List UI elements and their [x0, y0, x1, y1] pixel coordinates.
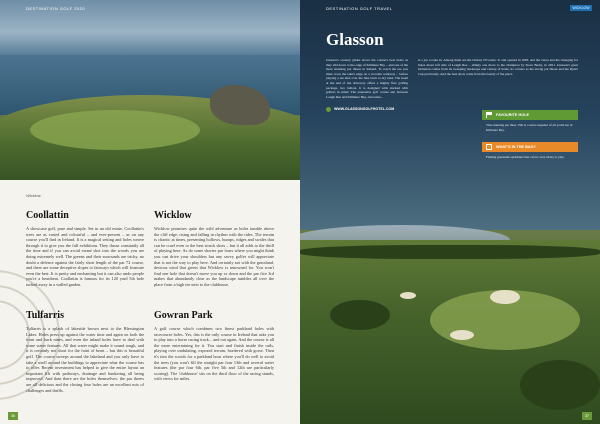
favourite-hole-header	[482, 110, 578, 120]
whats-in-bag-label: WHAT'S IN THE BAG?	[496, 145, 536, 149]
favourite-hole-box	[482, 110, 578, 135]
favourite-hole-text: This stunning par three 15th is a stern snapshot of all you'll see in Killinure Bay.	[486, 123, 573, 132]
right-page	[300, 0, 600, 424]
bunker	[400, 292, 416, 299]
whats-in-bag-text: Finding greenside sprinklers that can be very tricky to play.	[486, 155, 565, 159]
section-title: Wicklow	[154, 210, 192, 221]
tree-cluster	[520, 360, 600, 410]
website-link[interactable]: WWW.GLASSONGOLFHOTEL.COM	[334, 107, 395, 111]
section-title: Coollattin	[26, 210, 69, 221]
section-body: Wicklow promises quite the wild adventure as holes tumble above the cliff edge, rising and falling in rhythm with the tides. The terrain is chaotic at times, presenting hollows, humps, ridges and swales that can be cruel even to the best struck shots – but it all adds to the thrill of playing here. As do some shorter par fours where you might think you can drive your shoulders but any savvy golfer will appreciate that is not the way to play here. And certainly not with the grassland, devious wind that greets that Wicklow is renowned for. You won't find one hole that doesn't move you up or down and the par five 3rd makes that abundantly clear as the landscape tumbles all over the place from a high tee next to the clubhouse.	[154, 226, 274, 287]
whats-in-bag-header	[482, 142, 578, 152]
fairway	[30, 110, 200, 150]
intro-column-right: is a joy to take in. Among them are the Christy O'Connor Jr. and opened in 1993, and the views and the changing for holes move left side of Lough Ree – simply one more to the champion by Steve Beaty, in 2021. Glasson's great inclusion comes from its sweeping landscape and variety of holes, its colours as the strong par threes and the Ryder Cup previously. And the best shots come from the beauty of the place.	[418, 58, 578, 76]
whats-in-bag-box	[482, 142, 578, 163]
globe-icon	[326, 107, 331, 112]
page-title: Glasson	[326, 30, 384, 49]
coastal-golf-photo	[0, 0, 300, 180]
left-running-header: DESTINATION GOLF 2020	[26, 6, 86, 11]
section-title: Tulfarris	[26, 310, 64, 321]
tree-line	[300, 245, 600, 259]
section-coollattin	[26, 210, 144, 288]
section-gowran-park	[154, 310, 274, 382]
section-tulfarris	[26, 310, 144, 393]
section-body: A golf course which combines two finest parkland holes with racecourse holes. Yes, this is the only course in Ireland that asks you to play into a horse racing track... and out again. And the course is all the more entertaining for it. You start and finish inside the rails, playing over undulating, exposed terrain, bordered with gorse. Then it's into the woods for a parkland hour where you'll do well to avoid the trees (you won't fill the straight par four 13th and several water features (the par four 6th, par five 5th and 12th are particularly scoring). The 'clubhouse' sits on the third floor of the racing stands, with views for miles.	[154, 326, 274, 382]
flag-icon	[486, 112, 492, 118]
photo-caption: Wicklow	[26, 193, 41, 198]
page-number: 36	[8, 412, 18, 420]
right-running-header: DESTINATION GOLF TRAVEL	[326, 6, 393, 11]
section-title: Gowran Park	[154, 310, 213, 321]
favourite-hole-label: FAVOURITE HOLE	[496, 113, 530, 117]
bunker	[450, 330, 474, 340]
golf-bag-icon	[486, 144, 492, 150]
intro-column-left: Glasson's scenery glides above the course's best holes as they slid down to the edge of Killinure Bay – and one of the most stunning par threes in Ireland. To reach the tee you must cross the lake's edge on a wooden walkway – before playing a tee shot over the lake back to dry land. The hotel at the end of the driveway offers a mighty fine golfing package, two ballots. It is designed with stacked with golfers in mind. The expansive golf course site between Lough Ree and Killinure Bay, and some...	[326, 58, 408, 99]
tree-cluster	[330, 300, 390, 330]
section-body: A showcase golf, pure and simple. Set in an old estate, Coollattin's trees are as varied and colourful – and ever-present – as on any course you'll find in Ireland. It is a magical setting and holes weave through it to give you the full exhibition. They thrust constantly all the time and if you can avoid errant shot into the woods you are doing extremely well. The greens and their surrounds are tricky, no doubt a defence against the fairly short length of the par 72 course, and there are some deceptive slopes to fairways which will frustrate even the best. It is pretty and enchanting but it can also undo people you're a heartbeat. Coollattin is famous for its 120 yard 5th hole tucked away in a walled garden.	[26, 226, 144, 287]
region-badge: WICKLOW	[570, 5, 592, 11]
bunker	[490, 290, 520, 304]
section-wicklow	[154, 210, 274, 288]
page-number: 37	[582, 412, 592, 420]
section-body: Tulfarris is a splash of lakeside brown next to the Blessington Lakes. Holes press up against the water time and again on both the front and back nines, and even the inland holes have to deal with some water features. All that water might make it sound tough, and it is certainly not short for the faint of heart – but this is beautiful golf. The course sweeps around the lakeland and you only have to take a stroll around the buildings to appreciate what the course has to offer. Recent investment has helped to give the entire layout an important lift with pathways, drainage and bunkering all being improved. And then there are the holes themselves: the par threes are all delicious and the closing four holes are an excellent mix of challenges and thrills.	[26, 326, 144, 393]
